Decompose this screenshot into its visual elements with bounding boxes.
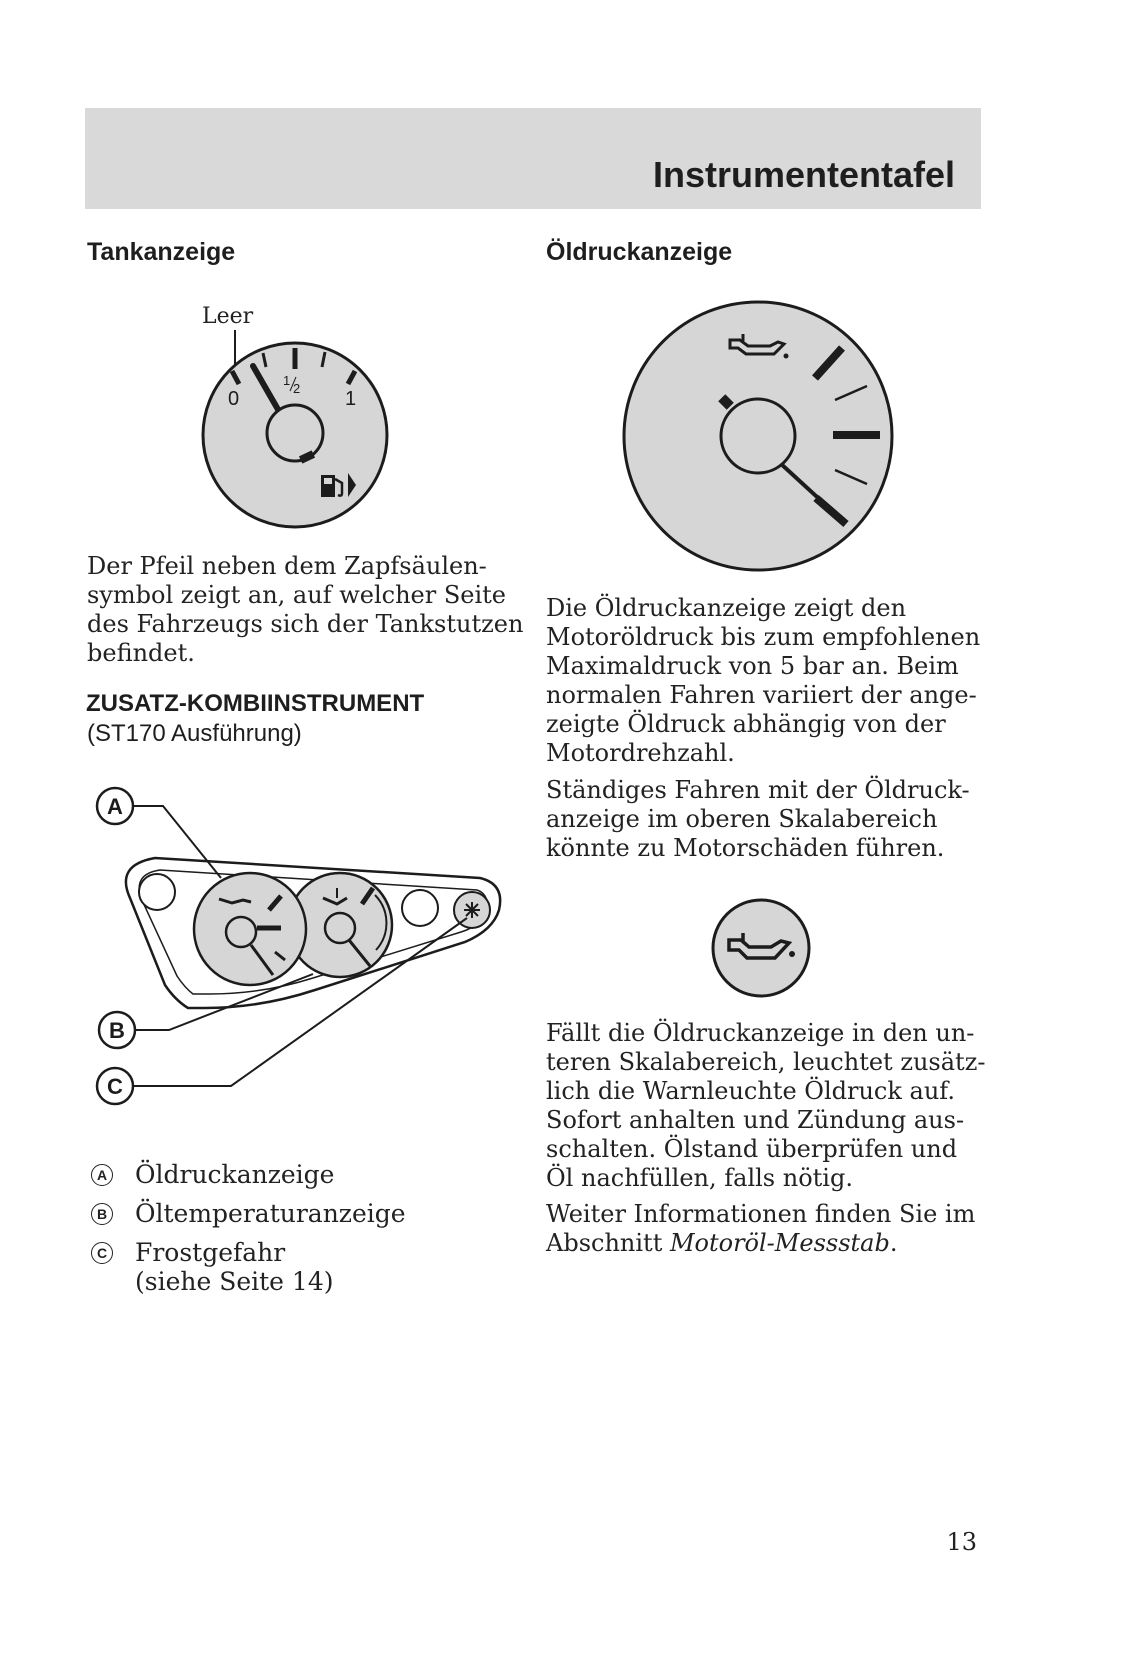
- fuel-tick-half-num: 1: [283, 373, 291, 388]
- oil-description-2: Ständiges Fahren mit der Öldruck- anzeige im oberen Skalabereich könnte zu Motorschäden führen.: [546, 776, 970, 862]
- svg-text:A: A: [107, 794, 123, 819]
- header-band: [85, 108, 981, 209]
- oil-description-3: Fällt die Öldruckanzeige in den un- teren Skalabereich, leuchtet zusätz- lich die Warnleuchte Öldruck auf. Sofort anhalten und Zündung aus- schalten. Ölstand überprüfen und Öl nachfüllen, falls nötig.: [546, 1019, 986, 1192]
- page-number: 13: [946, 1528, 977, 1556]
- cluster-figure: [85, 780, 515, 1110]
- oil-pressure-heading: Öldruckanzeige: [546, 238, 733, 266]
- fuel-gauge-figure: [180, 295, 400, 535]
- oil-description-4: Weiter Informationen finden Sie im Abschnitt Motoröl-Messstab.: [546, 1200, 976, 1257]
- fuel-empty-label: Leer: [202, 304, 254, 329]
- cluster-legend: [89, 1160, 406, 1306]
- oil-warning-lamp: [709, 896, 813, 1000]
- oil-gauge-hub: [721, 399, 795, 473]
- cluster-subheading: (ST170 Ausführung): [87, 720, 302, 747]
- fuel-gauge-heading: Tankanzeige: [87, 238, 236, 266]
- fuel-gauge-hub: [267, 405, 323, 461]
- fuel-tick-0: 0: [228, 388, 240, 410]
- legend-item-a: A Öldruckanzeige: [89, 1160, 406, 1189]
- fuel-description: Der Pfeil neben dem Zapfsäulen- symbol zeigt an, auf welcher Seite des Fahrzeugs sich der Tankstutzen befindet.: [87, 552, 524, 667]
- fuel-tick-1: 1: [345, 388, 357, 410]
- svg-text:C: C: [107, 1074, 123, 1099]
- legend-item-c: C Frostgefahr (siehe Seite 14): [89, 1238, 406, 1296]
- legend-item-b: B Öltemperaturanzeige: [89, 1199, 406, 1228]
- page-title: Instrumententafel: [652, 154, 955, 195]
- svg-text:B: B: [109, 1018, 125, 1043]
- fuel-tick-half-den: 2: [293, 381, 301, 396]
- dipstick-reference: Motoröl-Messstab: [669, 1229, 890, 1257]
- oil-pressure-gauge-figure: [620, 298, 900, 578]
- cluster-heading: ZUSATZ-KOMBIINSTRUMENT: [86, 690, 425, 717]
- oil-description-1: Die Öldruckanzeige zeigt den Motoröldruck bis zum empfohlenen Maximaldruck von 5 bar an. Beim normalen Fahren variiert der ange- zeigte Öldruck abhängig von der Motordrehzahl.: [546, 594, 981, 767]
